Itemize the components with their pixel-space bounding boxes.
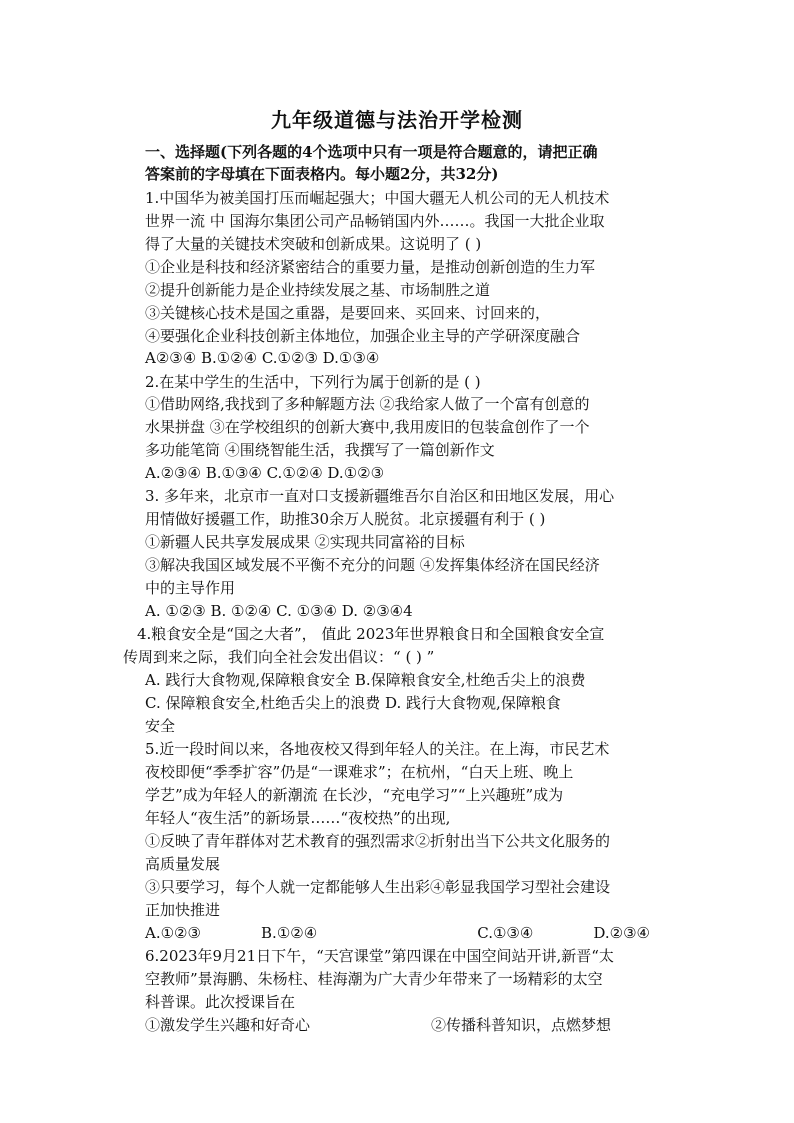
q2-options: A.②③④ B.①③④ C.①②④ D.①②③ xyxy=(145,464,385,482)
q6-statement-1: ①激发学生兴趣和好奇心 xyxy=(145,1016,311,1034)
q2-statement-line-2: 水果拼盘 ③在学校组织的创新大赛中,我用废旧的包装盒创作了一个 xyxy=(145,418,590,436)
q5-option-b: B.①②④ xyxy=(261,924,318,942)
q2-statement-line-1: ①借助网络,我找到了多种解题方法 ②我给家人做了一个富有创意的 xyxy=(145,395,590,413)
q3-options: A. ①②③ B. ①②④ C. ①③④ D. ②③④4 xyxy=(145,602,413,620)
q6-statement-2: ②传播科普知识，点燃梦想 xyxy=(431,1016,612,1034)
q3-stem-line-2: 用情做好援疆工作，助推30余万人脱贫。北京援疆有利于 ( ) xyxy=(145,510,546,528)
q3-stem-line-1: 3. 多年来，北京市一直对口支援新疆维吾尔自治区和田地区发展，用心 xyxy=(145,487,615,505)
q5-statement-line-1: ①反映了青年群体对艺术教育的强烈需求②折射出当下公共文化服务的 xyxy=(145,832,611,850)
q6-statement-line-1 xyxy=(145,1014,650,1036)
q4-options-c-d: C. 保障粮食安全,杜绝舌尖上的浪费 D. 践行大食物观,保障粮食 xyxy=(145,694,561,712)
q5-stem-line-2: 夜校即便“季季扩容”仍是“一课难求”；在杭州，“白天上班、晚上 xyxy=(145,763,574,781)
q4-stem-line-2: 传周到来之际，我们向全社会发出倡议：“ ( ) ” xyxy=(123,648,435,666)
q6-stem-line-3: 科普课。此次授课旨在 xyxy=(145,993,296,1011)
q5-options xyxy=(145,922,650,944)
q1-statement-1: ①企业是科技和经济紧密结合的重要力量，是推动创新创造的生力军 xyxy=(145,258,596,276)
q3-statement-line-2: ③解决我国区域发展不平衡不充分的问题 ④发挥集体经济在国民经济 xyxy=(145,556,600,574)
q5-statement-line-3: ③只要学习，每个人就一定都能够人生出彩④彰显我国学习型社会建设 xyxy=(145,878,611,896)
q5-stem-line-1: 5.近一段时间以来，各地夜校又得到年轻人的关注。在上海，市民艺术 xyxy=(145,740,610,758)
q5-statement-line-4: 正加快推进 xyxy=(145,901,221,919)
q1-statement-3: ③关键核心技术是国之重器，是要回来、买回来、讨回来的， xyxy=(145,304,551,322)
q2-stem: 2.在某中学生的生活中，下列行为属于创新的是 ( ) xyxy=(145,373,481,391)
q4-options-a-b: A. 践行大食物观,保障粮食安全 B.保障粮食安全,杜绝舌尖上的浪费 xyxy=(145,671,586,689)
q6-stem-line-1: 6.2023年9月21日下午，“天宫课堂”第四课在中国空间站开讲,新晋“太 xyxy=(145,947,614,965)
q1-stem-line-1: 1.中国华为被美国打压而崛起强大；中国大疆无人机公司的无人机技术 xyxy=(145,189,610,207)
q4-stem-line-1: 4.粮食安全是“国之大者”， 值此 2023年世界粮食日和全国粮食安全宣 xyxy=(137,625,605,643)
page-title: 九年级道德与法治开学检测 xyxy=(271,108,523,132)
q5-stem-line-4: 年轻人“夜生活”的新场景……“夜校热”的出现, xyxy=(145,809,451,827)
q3-statement-line-1: ①新疆人民共享发展成果 ②实现共同富裕的目标 xyxy=(145,533,465,551)
q4-options-c-d-continued: 安全 xyxy=(145,717,176,735)
q1-options: A②③④ B.①②④ C.①②③ D.①③④ xyxy=(145,349,380,367)
section-heading-line-1: 一、选择题(下列各题的4个选项中只有一项是符合题意的，请把正确 xyxy=(145,143,598,161)
q2-statement-line-3: 多功能笔筒 ④围绕智能生活，我撰写了一篇创新作文 xyxy=(145,441,495,459)
q5-stem-line-3: 学艺”成为年轻人的新潮流 在长沙，“充电学习”“上兴趣班”成为 xyxy=(145,786,564,804)
q6-stem-line-2: 空教师”景海鹏、朱杨柱、桂海潮为广大青少年带来了一场精彩的太空 xyxy=(145,970,603,988)
q1-stem-line-2: 世界一流 中 国海尔集团公司产品畅销国内外……。我国一大批企业取 xyxy=(145,212,605,230)
q5-option-a: A.①②③ xyxy=(145,924,201,942)
q5-option-d: D.②③④ xyxy=(593,924,650,942)
q1-statement-4: ④要强化企业科技创新主体地位，加强企业主导的产学研深度融合 xyxy=(145,327,581,345)
q5-statement-line-2: 高质量发展 xyxy=(145,855,221,873)
q1-statement-2: ②提升创新能力是企业持续发展之基、市场制胜之道 xyxy=(145,281,491,299)
section-heading-line-2: 答案前的字母填在下面表格内。每小题2分，共32分) xyxy=(145,165,499,183)
q3-statement-line-3: 中的主导作用 xyxy=(145,579,236,597)
q5-option-c: C.①③④ xyxy=(477,924,534,942)
q1-stem-line-3: 得了大量的关键技术突破和创新成果。这说明了 ( ) xyxy=(145,235,482,253)
